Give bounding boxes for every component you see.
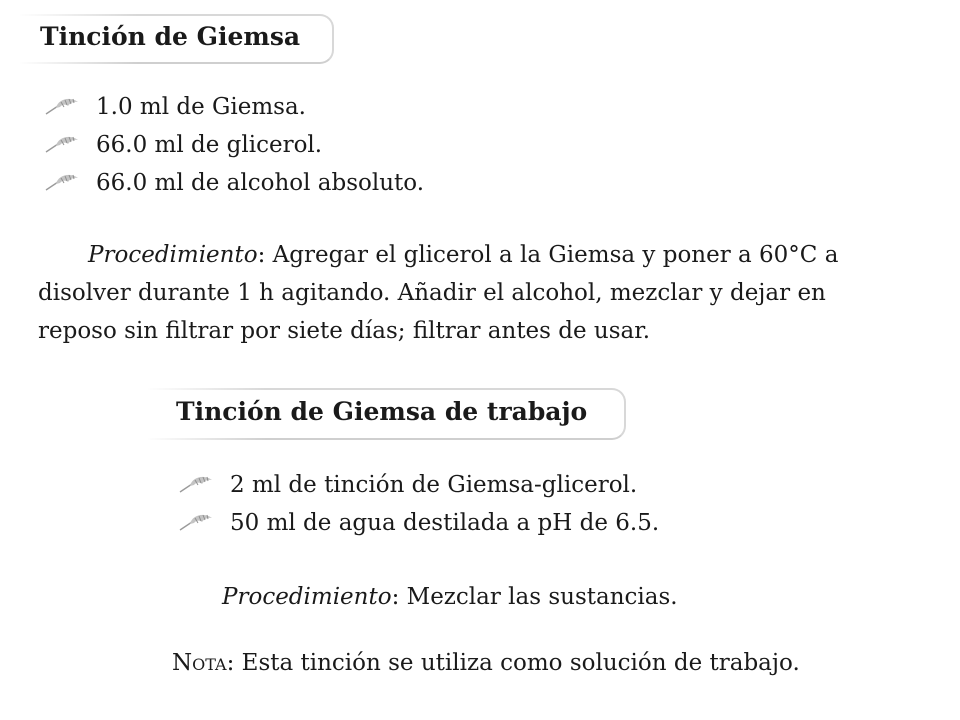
procedure-line: Procedimiento: Agregar el glicerol a la Giemsa y poner a 60°C a bbox=[88, 242, 839, 268]
shrimp-bullet-icon bbox=[178, 472, 218, 496]
procedure-label: Procedimiento bbox=[222, 584, 392, 610]
procedure-line: reposo sin filtrar por siete días; filtrar antes de usar. bbox=[38, 318, 651, 344]
section-title: Tinción de Giemsa de trabajo bbox=[176, 397, 588, 426]
procedure-paragraph bbox=[222, 578, 678, 616]
ingredient-text: 1.0 ml de Giemsa. bbox=[96, 94, 306, 120]
shrimp-bullet-icon bbox=[178, 510, 218, 534]
section-title: Tinción de Giemsa bbox=[40, 22, 301, 51]
ingredient-text: 50 ml de agua destilada a pH de 6.5. bbox=[230, 510, 660, 536]
ingredient-text: 66.0 ml de alcohol absoluto. bbox=[96, 170, 425, 196]
note-paragraph bbox=[172, 644, 800, 682]
shrimp-bullet-icon bbox=[44, 170, 84, 194]
procedure-line: disolver durante 1 h agitando. Añadir el alcohol, mezclar y dejar en bbox=[38, 280, 826, 306]
procedure-text: : Mezclar las sustancias. bbox=[391, 584, 678, 610]
note-text: : Esta tinción se utiliza como solución de trabajo. bbox=[226, 650, 800, 676]
ingredient-text: 66.0 ml de glicerol. bbox=[96, 132, 323, 158]
shrimp-bullet-icon bbox=[44, 132, 84, 156]
note-label: Nota bbox=[172, 650, 227, 676]
ingredient-text: 2 ml de tinción de Giemsa-glicerol. bbox=[230, 472, 638, 498]
procedure-paragraph bbox=[38, 236, 838, 350]
shrimp-bullet-icon bbox=[44, 94, 84, 118]
procedure-label: Procedimiento bbox=[88, 242, 258, 268]
